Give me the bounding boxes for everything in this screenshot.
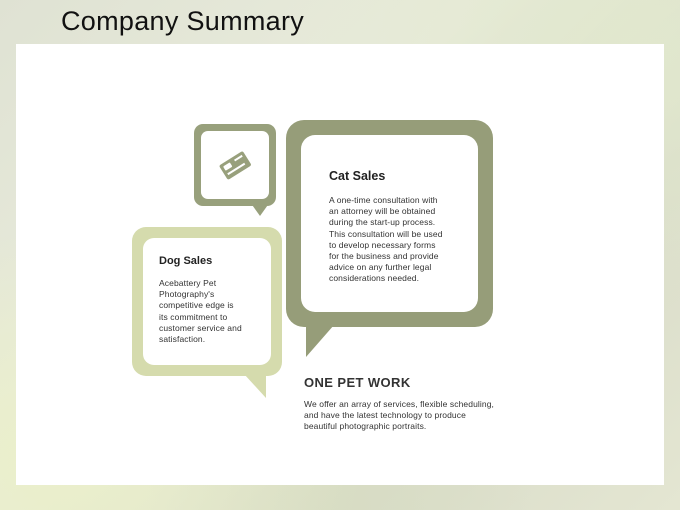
one-pet-work-text: We offer an array of services, flexible scheduling, and have the latest technology to produce beautiful photographic portraits.: [304, 399, 494, 432]
credit-card-icon: [215, 145, 255, 185]
dog-sales-bubble-tail: [244, 374, 266, 398]
cat-sales-text: A one-time consultation with an attorney will be obtained during the start-up process. This consultation will be used to develop necessary forms for the business and provide advice on any further legal considerations needed.: [329, 195, 443, 284]
dog-sales-heading: Dog Sales: [159, 255, 213, 267]
one-pet-work-heading: ONE PET WORK: [304, 375, 411, 390]
icon-bubble-inner: [201, 131, 269, 199]
icon-bubble-tail: [250, 202, 270, 216]
cat-sales-heading: Cat Sales: [329, 169, 386, 183]
cat-sales-bubble-tail: [306, 325, 334, 357]
icon-speech-bubble: [194, 124, 276, 206]
dog-sales-text: Acebattery Pet Photography's competitive edge is its commitment to customer service and satisfaction.: [159, 278, 242, 345]
page-title: Company Summary: [61, 6, 305, 36]
